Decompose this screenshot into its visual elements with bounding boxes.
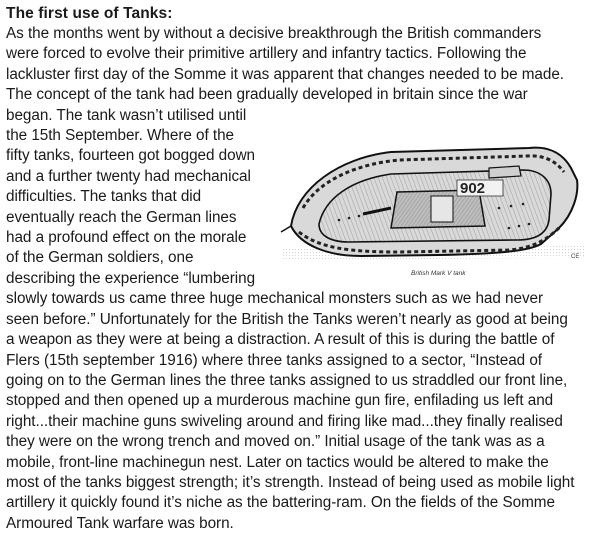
text-line: began. The tank wasn’t utilised until <box>6 106 247 124</box>
text-line: going on to the German lines the three tanks assigned to us straddled our front line, <box>6 371 568 389</box>
text-line: right...their machine guns swiveling around and firing like mad...they finally realised <box>6 412 563 430</box>
text-line: the 15th September. Where of the <box>6 127 234 145</box>
paragraph-top <box>6 24 596 106</box>
tank-illustration <box>279 128 589 276</box>
text-line: they were on the wrong trench and moved on.” Initial usage of the tank was as a <box>6 433 545 451</box>
text-line: a weapon as they were at being a distraction. A result of this is during the battle of <box>6 331 555 349</box>
text-line: stopped and then opened up a murderous machine gun fire, enfilading us left and <box>6 392 554 410</box>
text-line: Armoured Tank warfare was born. <box>6 514 234 532</box>
text-line: artillery it quickly found it’s niche as the battering-ram. On the fields of the Somme <box>6 494 555 512</box>
text-line: As the months went by without a decisive breakthrough the British commanders <box>6 25 542 42</box>
text-line: had a profound effect on the morale <box>6 229 247 247</box>
text-line: were forced to evolve their primitive artillery and infantry tactics. Following the <box>6 45 527 63</box>
text-line: Flers (15th september 1916) where three tanks assigned to a sector, “Instead of <box>6 351 542 369</box>
hull-number-layer <box>279 128 589 276</box>
section-heading: The first use of Tanks: <box>6 5 173 22</box>
text-line: difficulties. The tanks that did <box>6 188 202 206</box>
text-line: most of the tanks biggest strength; it’s strength. Instead of being used as mobile light <box>6 473 575 491</box>
text-line: lackluster first day of the Somme it was apparent that changes needed to be made. <box>6 65 565 83</box>
text-line: describing the experience “lumbering <box>6 269 256 287</box>
text-line: The concept of the tank had been gradually developed in britain since the war <box>6 86 528 104</box>
paragraph-bottom <box>6 289 596 534</box>
figure-caption: British Mark V tank <box>411 270 466 277</box>
text-line: eventually reach the German lines <box>6 208 237 226</box>
text-line: and a further twenty had mechanical <box>6 167 251 185</box>
text-line: seen before.” Unfortunately for the British the Tanks weren’t nearly as good at being <box>6 310 568 328</box>
corner-mark: CE <box>571 254 580 260</box>
text-line: of the German soldiers, one <box>6 249 194 267</box>
text-line: mobile, front-line machinegun nest. Later on tactics would be altered to make the <box>6 453 549 471</box>
text-line: slowly towards us came three huge mechanical monsters such as we had never <box>6 290 544 308</box>
text-line: fifty tanks, fourteen got bogged down <box>6 147 256 165</box>
hull-number: 902 <box>460 180 486 197</box>
